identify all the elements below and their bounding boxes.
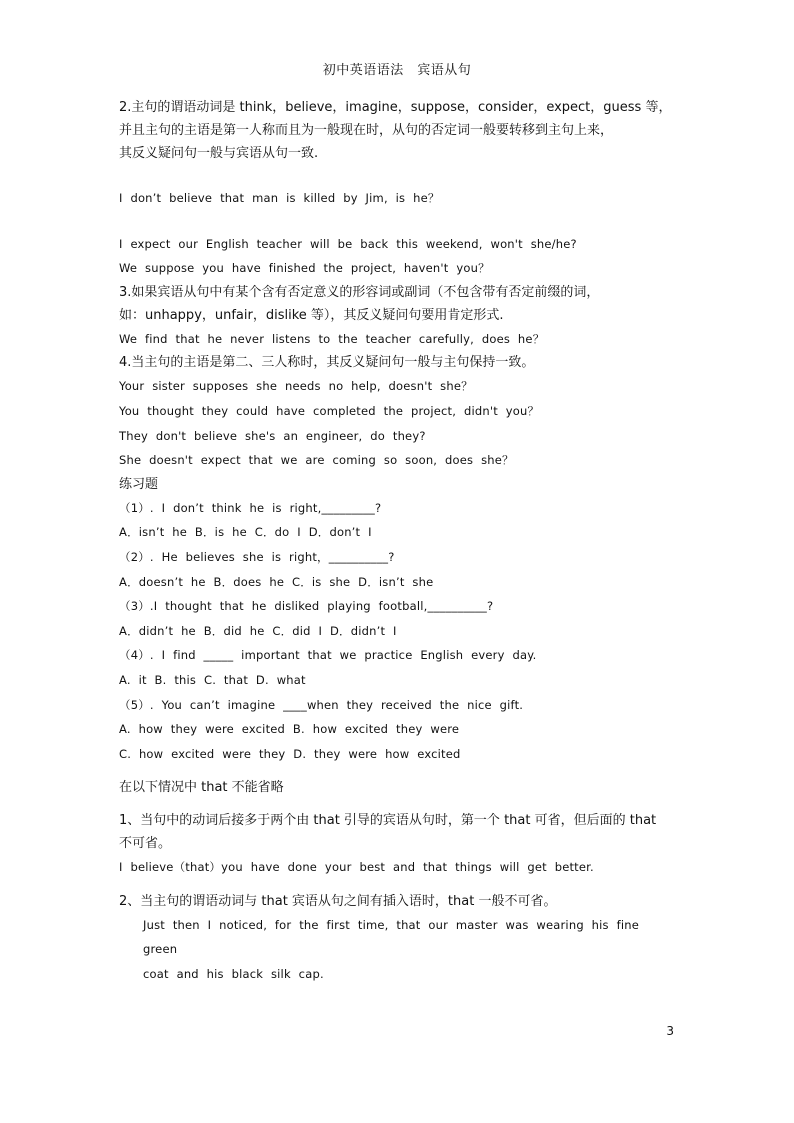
rule-3-line: 3.如果宾语从句中有某个含有否定意义的形容词或副词（不包含带有否定前缀的词， — [119, 284, 600, 300]
exercise-heading: 练习题 — [119, 476, 159, 492]
example-sentence: You thought they could have completed the project, didn't you？ — [119, 403, 540, 418]
example-sentence: I don’t believe that man is killed by Jim, is he？ — [119, 191, 440, 205]
case-2-line: 2、当主句的谓语动词与 that 宾语从句之间有插入语时，that 一般不可省。 — [119, 893, 557, 909]
example-sentence: We find that he never listens to the teacher carefully, does he？ — [119, 331, 545, 346]
section-heading: 在以下情况中 that 不能省略 — [119, 780, 284, 796]
exercise-options: A．didn’t he B．did he C．did I D．didn’t I — [119, 623, 397, 638]
example-sentence: I believe（that）you have done your best and that things will get better. — [119, 860, 594, 875]
exercise-question: （2）. He believes she is right，__________? — [119, 549, 395, 564]
exercise-options: C. how excited were they D. they were how excited — [119, 746, 461, 761]
exercise-question: （4）. I find _____ important that we practice English every day. — [119, 648, 537, 663]
exercise-options: A．isn’t he B．is he C．do I D．don’t I — [119, 525, 372, 540]
case-1-line: 1、当句中的动词后接多于两个由 that 引导的宾语从句时，第一个 that 可省，但后面的 that — [119, 813, 657, 829]
case-1-line: 不可省。 — [119, 836, 172, 852]
exercise-question: （3）.I thought that he disliked playing football,__________? — [119, 599, 494, 614]
example-sentence: I expect our English teacher will be back this weekend, won't she/he? — [119, 236, 577, 251]
document-body — [119, 96, 679, 987]
exercise-question: （1）. I don’t think he is right,_________? — [119, 500, 382, 515]
rule-4-line: 4.当主句的主语是第二、三人称时，其反义疑问句一般与主句保持一致。 — [119, 355, 535, 371]
exercise-options: A. how they were excited B. how excited they were — [119, 722, 460, 737]
rule-3-line: 如：unhappy，unfair，dislike 等），其反义疑问句要用肯定形式. — [119, 307, 504, 323]
example-sentence: We suppose you have finished the project, haven't you？ — [119, 261, 490, 276]
exercise-options: A. it B. this C. that D. what — [119, 672, 306, 687]
page-number: 3 — [666, 1024, 674, 1038]
example-sentence: Just then I noticed, for the first time, that our master was wearing his fine green — [143, 917, 640, 957]
example-sentence: They don't believe she's an engineer, do they? — [119, 428, 426, 443]
page-title: 初中英语语法 宾语从句 — [322, 63, 472, 78]
rule-2-line: 并且主句的主语是第一人称而且为一般现在时，从句的否定词一般要转移到主句上来， — [119, 123, 614, 138]
exercise-question: （5）. You can’t imagine ____when they received the nice gift. — [119, 697, 524, 712]
example-sentence: coat and his black silk cap. — [143, 967, 324, 982]
exercise-options: A．doesn’t he B．does he C．is she D．isn’t she — [119, 574, 434, 589]
rule-2-line: 其反义疑问句一般与宾语从句一致. — [119, 146, 319, 161]
example-sentence: Your sister supposes she needs no help, doesn't she？ — [119, 379, 473, 394]
example-sentence: She doesn't expect that we are coming so soon, does she？ — [119, 453, 514, 468]
rule-2-line: 2.主句的谓语动词是 think，believe，imagine，suppose，consider，expect，guess 等， — [119, 100, 672, 115]
